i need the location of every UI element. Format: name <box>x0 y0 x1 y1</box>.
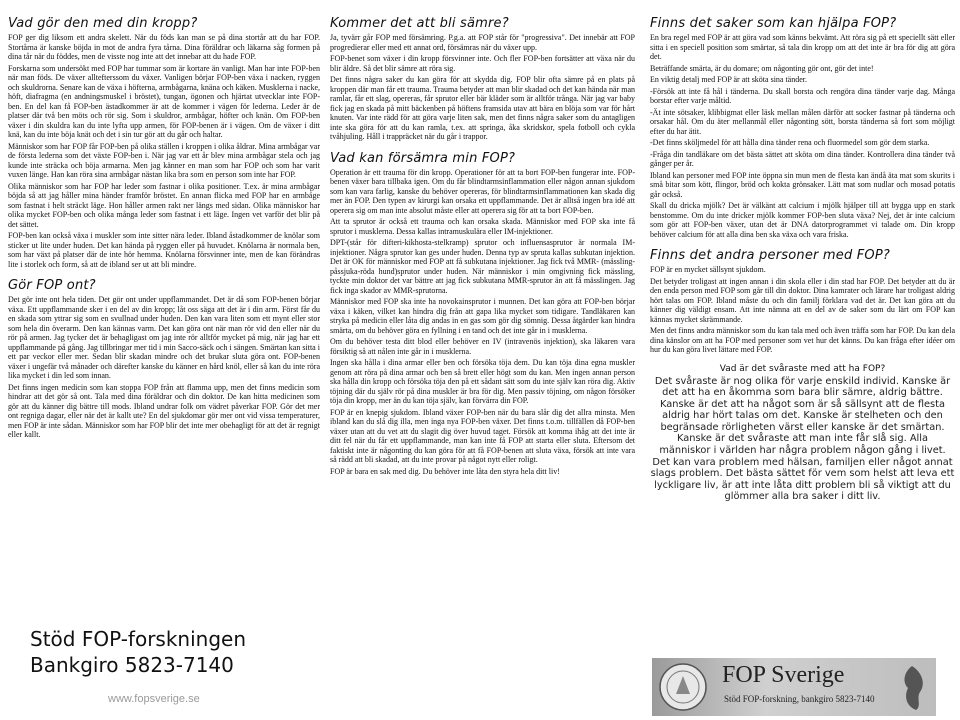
paragraph: Ja, tyvärr går FOP med försämring. P.g.a. att FOP står för "progressiva". Det innebär att FOP progredierar eller med ett annat ord, försämras när du växer upp. <box>330 33 635 52</box>
paragraph: Det finns några saker du kan göra för att skydda dig. FOP blir ofta sämre på en plats på kroppen där man får ett trauma. Trauma betyder att man blir skadad och det kan hända när man ramlar, får ett slag, opereras, får sprutor eller bär kläder som är alltför trånga. När jag var baby fick jag en skada på mitt bäckenben på höftens framsida utav att bära en blöja som var för hårt knuten. Var inte rädd för att göra varje liten sak, men det finns några saker som du antagligen inte ska göra för att du kan ramla, t.ex. att springa, åka skridskor, spela fotboll och cykla tvåhjuling. Håll i trappräcket när du går i trappor. <box>330 75 635 141</box>
section-body <box>8 295 320 440</box>
section-help <box>650 16 955 239</box>
paragraph: FOP-benet som växer i din kropp försvinner inte. Och fler FOP-ben fortsätter att växa när du blir äldre. Så det blir sämre att röra sig. <box>330 54 635 73</box>
section-body <box>330 33 635 142</box>
paragraph: Att ta sprutor är också ett trauma och kan orsaka skada. Människor med FOP ska inte få sprutor i musklerna. Dessa kallas intramuskulära eller IM-injektioner. <box>330 217 635 236</box>
paragraph: FOP-ben kan också växa i muskler som inte sitter nära leder. Ibland åstadkommer de knölar som sticker ut lite under huden. Det kan hända på ryggen eller på huvudet. Knölarna är normala ben, som har växt på platser där de inte hör hemma. Knölarna försvinner inte, men de kan förändras lite i storlek och form, så att de ibland ser ut att bli mindre. <box>8 231 320 269</box>
section-pain <box>8 278 320 440</box>
column-left <box>8 16 320 449</box>
section-title: Kommer det att bli sämre? <box>330 16 509 31</box>
column-middle <box>330 16 635 485</box>
fop-sverige-banner <box>652 658 936 716</box>
section-body-effects <box>8 16 320 269</box>
section-body: Det svåraste är nog olika för varje enskild individ. Kanske är det att ha en åkomma som bara blir sämre, aldrig bättre. Kanske är det att ha något som är så sällsynt att de flesta aldrig har hört talas om det. Kanske är stelheten och den begränsade rörligheten värst eller kanske är det smärtan. Kanske är det svåraste att man inte får slå sig. Alla människor i världen har några problem någon gång i livet. Det kan vara problem med hälsan, familjen eller något annat slags problem. Det bästa sättet för vem som helst att leva ett lyckligare liv, är att inte låta ditt problem bli så viktigt att du glömmer alla bra saker i ditt liv. <box>650 375 955 503</box>
paragraph: Människor med FOP ska inte ha novokainsprutor i munnen. Det kan göra att FOP-ben börjar växa i käken, vilket kan hindra dig från att gapa lika mycket som tidigare. Tandläkaren kan stryka på medicin eller låta dig andas in en gas som gör dig sömnig. Dessa åtgärder kan hindra smärta, om du behöver göra en fyllning i en tand och det inte går in i musklerna. <box>330 297 635 335</box>
website-link[interactable]: www.fopsverige.se <box>108 693 200 705</box>
paragraph: En viktig detalj med FOP är att sköta sina tänder. <box>650 75 808 84</box>
decorative-figure-icon <box>892 662 932 712</box>
column-right <box>650 16 955 512</box>
paragraph: DPT-(står för difteri-kikhosta-stelkramp) sprutor och influensasprutor är normala IM-injektioner. Några sprutor kan ges under huden. Denna typ av spruta kallas subkutan injektion. Det är OK för människor med FOP att få subkutana injektioner. Jag fick två MMR- (mässling-påssjuka-röda hund)sprutor under huden. När människor i min omgivning fick mässling, tyckte min doktor det var bättre att jag fick subkutana MMR-sprutor än att få mässlingen. Jag fick inga skador av MMR-sprutorna. <box>330 238 635 295</box>
section-body <box>650 33 955 239</box>
section-body <box>8 33 320 269</box>
paragraph: Olika människor som har FOP har leder som fastnar i olika positioner. T.ex. är mina armbågar böjda så att jag håller mina händer framför bröstet. En annan flicka med FOP har en armbåge som fastnat i helt sträckt läge. Hon håller armen rakt ner längs med sidan. Olika människor har olika mycket FOP-ben och olika många leder som fastnat i ett läge. Ingen vet varför det blir på det sättet. <box>8 181 320 229</box>
paragraph: FOP är en knepig sjukdom. Ibland växer FOP-ben när du bara slår dig det allra minsta. Men ibland kan du slå dig illa, men inga nya FOP-ben växer. Det finns t.o.m. tillfällen då FOP-ben växer utan att du vet att du slagit dig över huvud taget. Försök att komma ihåg att det inte är ditt fel när du får ett uppflammande, man kan inte få FOP att starta eller sluta. Eftersom det faktiskt inte är någonting du kan göra för att få FOP-benen att sluta växa, försök att inte vara så rädd att bli skadad, att du inte provar på något nytt eller roligt. <box>330 407 635 464</box>
section-body <box>330 168 635 477</box>
paragraph: Människor som har FOP får FOP-ben på olika ställen i kroppen i olika åldrar. Mina armbågar var de första lederna som det växte FOP-ben i. När jag var ett år blev mina armbågar stela och jag kunde inte sträcka och böja armarna. Men jag känner en man som har FOP och som har varit vuxen länge. Han kan röra sina armbågar nästan lika bra som en person som inte har FOP. <box>8 141 320 179</box>
paragraph: Forskarna som undersökt med FOP har tummar som är kortare än vanligt. Man har inte FOP-ben när man föds. De växer alltefterssom du växer. Vanligen börjar FOP-ben växa i nacken, ryggen och skuldrorna. Senare kan de växa i höfterna, armbågarna, knäna och käken. Musklerna i nacke, höft, diafragma (en andningsmuskel i bröstet), tungan, ögonen och hjärtat utvecklar inte FOP-ben. En del kan få FOP-ben ästadkommer är att de kommer i vägen för lederna. Leder är de platser där två ben möts och rör sig. Som i skuldror, armbågar, höfter och knän. Om FOP-ben växer i din skuldra kan du inte lyfta upp armen, för FOP-benen är i vägen. Om de växer i ditt knä, kan du inte böja knät och det i sin tur gör att du går och haltar. <box>8 63 320 139</box>
paragraph: Det finns ingen medicin som kan stoppa FOP från att flamma upp, men det finns medicin som hindrar att det gör så ont. Tala med dina föräldrar och din doktor. De kan hitta medicinen som gör att du känner dig bättre till mods. Ibland undrar folk om vädret påverkar FOP. Gör det mer ont regniga dagar, eller när det är kallt ute? En del sjukdomar gör mer ont vid vissa temperaturer, men FOP är inte sådan. Människor som har FOP blir det inte mer obehagligt för att det är regnigt eller kallt. <box>8 382 320 439</box>
paragraph: FOP ger dig liksom ett andra skelett. När du föds kan man se på dina stortår att du har FOP. Stortårna är kanske böjda in mot de andra fyra tårna. Dina föräldrar och läkarna såg formen på dina tår när du föddes, men de visste nog inte att det innebar att du hade FOP. <box>8 33 320 61</box>
paragraph: Operation är ett trauma för din kropp. Operationer för att ta bort FOP-ben fungerar inte. FOP-benen växer bara tillbaka igen. Om du får blindtarmsinflammation eller någon annan sjukdom som kan vara farlig, kanske du behöver opereras, för blindtarmsinflammationen kan skada dig mer än FOP. Den typen av kirurgi kan orsaka ett uppflammande. Det är alltså ingen bra idé att operera sig om man inte absolut måste eller att operera sig för att ta bort FOP-ben. <box>330 167 635 215</box>
section-hardest <box>650 364 955 504</box>
paragraph: Skall du dricka mjölk? Det är välkänt att calcium i mjölk hjälper till att bygga upp en stark benstomme. Om du inte dricker mjölk kommer FOP-ben sluta växa? Nej, det är inte calcium som gör att FOP-ben växer, utan det är DNA datorprogrammet vi talade om. Din kropp behöver calcium för att alla dina ben ska växa och vara friska. <box>650 201 955 239</box>
paragraph: FOP är en mycket sällsynt sjukdom. <box>650 265 766 274</box>
paragraph: -Det finns sköljmedel för att hålla dina tänder rena och fluormedel som gör dem starka. <box>650 138 930 147</box>
section-title: Vad gör den med din kropp? <box>8 16 198 31</box>
fop-sverige-logo-icon <box>658 662 708 712</box>
paragraph: -Försök att inte få hål i tänderna. Du skall borsta och rengöra dina tänder varje dag. Många borstar efter varje måltid. <box>650 86 955 105</box>
section-title: Gör FOP ont? <box>8 278 96 293</box>
paragraph: Ingen ska hålla i dina armar eller ben och försöka töja dem. Du kan töja dina egna muskler genom att röra på dina armar och ben så brett eller högt som du kan. Men ingen annan person ska hålla din kropp och försöka töja den på ett sådant sätt som du inte själv kan röra dig. Aktiv töjning där du själv rör på dina muskler är bra för dig. Men passiv töjning, om någon försöker töja din kropp, mer än du kan töja själv, kan förvärra din FOP. <box>330 358 635 405</box>
support-line: Stöd FOP-forskningen <box>30 627 246 651</box>
section-worse <box>330 16 635 142</box>
section-title: Vad är det svåraste med att ha FOP? <box>719 363 886 374</box>
bankgiro-line: Bankgiro 5823-7140 <box>30 653 234 677</box>
banner-subtitle: Stöd FOP-forskning, bankgiro 5823-7140 <box>724 694 875 704</box>
paragraph: Om du behöver testa ditt blod eller behöver en IV (intravenös injektion), ska läkaren vara försiktig så att nålen inte går in i musklerna. <box>330 337 635 356</box>
paragraph: FOP är bara en sak med dig. Du behöver inte låta den styra hela ditt liv! <box>330 466 560 476</box>
section-title: Vad kan försämra min FOP? <box>330 150 516 166</box>
paragraph: Det betyder troligast att ingen annan i din skola eller i din stad har FOP. Det betyder att du är den enda person med FOP som går till din doktor. Dina kamrater och lärare har troligast aldrig hört talas om FOP. Ibland måste du och din familj förklara vad det är. Det kan göra att du känner dig väldigt ensam. Att inte nämna att en del av de saker som du lärt om FOP kan kännas mycket skrämmande. <box>650 276 955 324</box>
paragraph: Det gör inte ont hela tiden. Det gör ont under uppflammandet. Det är då som FOP-benen börjar växa. Ett uppflammande sker i en del av din kropp; låt oss säga att det är i din arm. Först får du en skada som yttrar sig som en svullnad under huden. Den kan vara liten som ett mynt eller stor som hela din överarm. Den kan kännas varm. Det kan göra ont när man rör vid den eller när du rör på armen. Jag tycker det är behagligast om jag inte rör alltför mycket på mig, när jag har ett uppflammande på gång. Jag tillbringar mer tid i min Sacco-säck och i sängen. Smärtan kan sitta i ett par veckor eller mer. Sedan blir skadan mindre och det brukar sluta göra ont. FOP-benen växer i ungefär två månader och därefter kanske du känner en hård knöl, eller så kan du inte röra lika mycket i din led som innan. <box>8 295 320 380</box>
paragraph: Beträffande smärta, är du domare; om någonting gör ont, gör det inte! <box>650 63 874 73</box>
section-title: Finns det saker som kan hjälpa FOP? <box>650 16 897 31</box>
paragraph: En bra regel med FOP är att göra vad som känns bekvämt. Att röra sig på ett speciellt sätt eller sitta i en speciell position som smärtar, så tala din kropp om att det inte är bra för dig att göra det. <box>650 33 955 61</box>
paragraph: Ibland kan personer med FOP inte öppna sin mun men de flesta kan ändå äta mat som skurits i små bitar som kött, flingor, bröd och kokta grönsaker. Lätt mat som nudlar och mosad potatis går också. <box>650 170 955 199</box>
paragraph: Men det finns andra människor som du kan tala med och även träffa som har FOP. Du kan dela dina känslor om att ha FOP med personer som vet hur det känns. Du kan fråga efter idéer om hur du kan göra livet lättare med FOP. <box>650 326 955 354</box>
banner-title: FOP Sverige <box>722 662 845 688</box>
section-title: Finns det andra personer med FOP? <box>650 248 890 263</box>
paragraph: -Fråga din tandläkare om det bästa sättet att sköta om dina tänder. Kontrollera dina tänder två gånger per år. <box>650 149 955 168</box>
section-others <box>650 248 955 355</box>
section-body <box>650 265 955 355</box>
paragraph: -Ät inte sötsaker, klibbigmat eller läsk mellan målen därför att socker fastnar på tänderna och orsakar hål. Om du äter mellanmål eller någonting sött, borsta tänderna så fort som möjligt efter du har ätit. <box>650 107 955 136</box>
section-worsen-fop <box>330 151 635 477</box>
support-research <box>30 626 246 678</box>
